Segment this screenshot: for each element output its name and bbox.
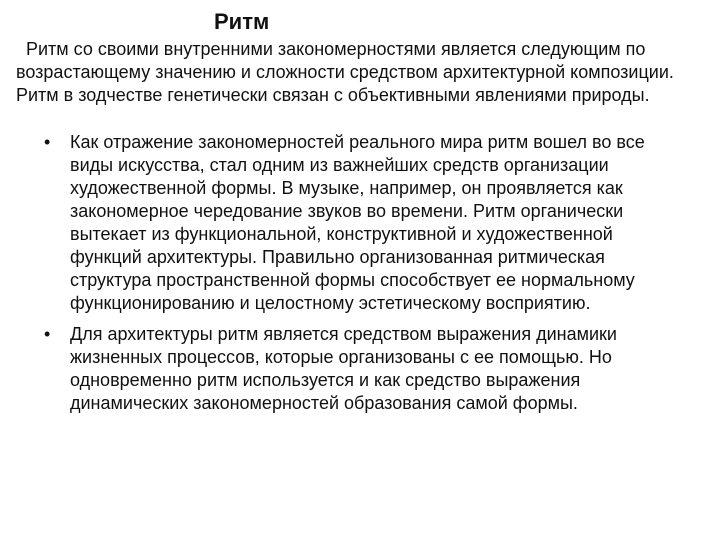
- bullet-dot-icon: •: [44, 132, 51, 152]
- bullet-item: [0, 323, 700, 415]
- bullet-dot-icon: •: [44, 324, 51, 344]
- bullet-list: [0, 131, 700, 423]
- bullet-item: [0, 131, 700, 315]
- bullet-text: Как отражение закономерностей реального мира ритм вошел во все виды искусства, стал одним из важнейших средств организации художественной формы. В музыке, например, он проявляется как закономерное чередование звуков во времени. Ритм органически вытекает из функциональной, конструктивной и художественной функций архитектуры. Правильно организованная ритмическая структура пространственной формы способствует ее нормальному функционированию и целостному эстетическому восприятию.: [70, 132, 645, 313]
- bullet-text: Для архитектуры ритм является средством выражения динамики жизненных процессов, которые организованы с ее помощью. Но одновременно ритм используется и как средство выражения динамических закономерностей образования самой формы.: [70, 324, 617, 413]
- slide-title: Ритм: [214, 9, 270, 34]
- intro-paragraph: Ритм со своими внутренними закономерностями является следующим по возрастающему значению и сложности средством архитектурной композиции. Ритм в зодчестве генетически связан с объективными явлениями природы.: [16, 39, 674, 105]
